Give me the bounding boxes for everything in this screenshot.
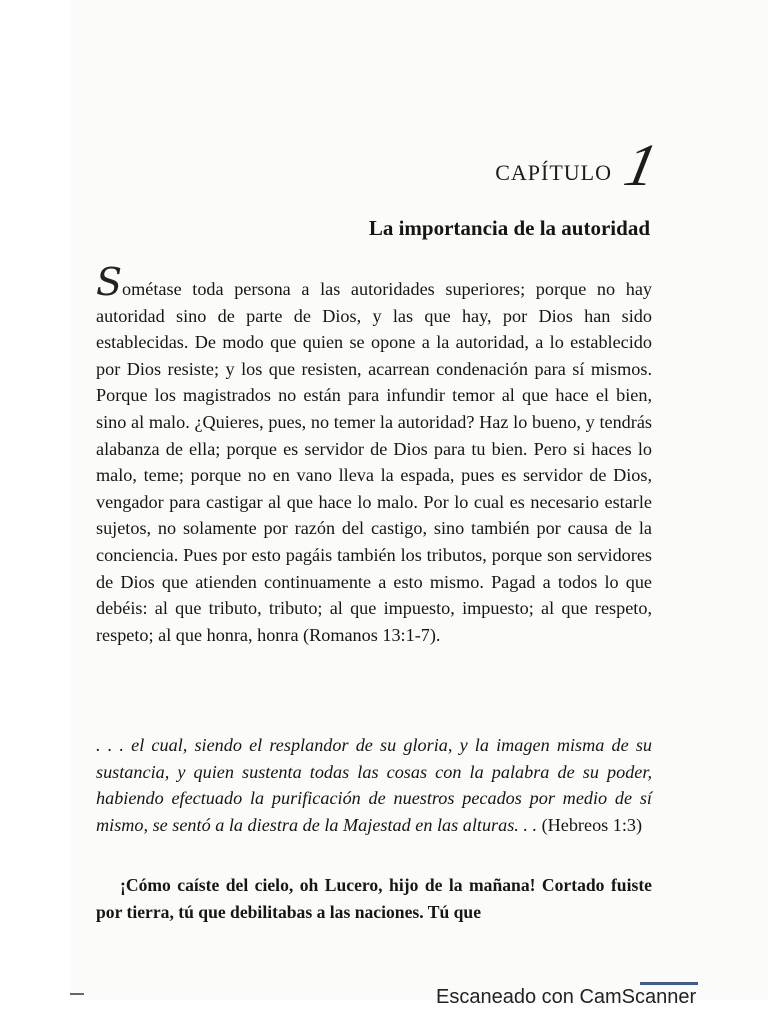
scanner-watermark: Escaneado con CamScanner (436, 986, 697, 1008)
drop-cap-letter: S (96, 260, 123, 304)
hebreos-reference: (Hebreos 1:3) (541, 814, 643, 835)
hebreos-passage (96, 732, 652, 838)
chapter-heading (495, 132, 664, 198)
chapter-number: 1 (618, 132, 664, 198)
chapter-title: La importancia de la autoridad (368, 216, 650, 240)
chapter-label: CAPÍTULO (495, 160, 612, 185)
scanner-accent-line (640, 982, 698, 985)
isaias-passage: ¡Cómo caíste del cielo, oh Lucero, hijo de la mañana! Cortado fuiste por tierra, tú que debilitabas a las naciones. Tú que (96, 875, 652, 922)
romanos-passage (96, 260, 652, 648)
scan-edge-mark (70, 993, 84, 995)
hebreos-quote: . . . el cual, siendo el resplandor de su gloria, y la imagen misma de su sustancia, y quien sustenta todas las cosas con la palabra de su poder, habiendo efectuado la purificación de nuestros pecados por medio de sí mismo, se sentó a la diestra de la Majestad en las alturas. . . (96, 735, 652, 835)
romanos-text: ométase toda persona a las autoridades superiores; porque no hay autoridad sino de parte de Dios, y las que hay, por Dios han sido establecidas. De modo que quien se opone a la autoridad, a lo establecido por Dios resiste; y los que resisten, acarrean condenación para sí mismos. Porque los magistrados no están para infundir temor al que hace el bien, sino al malo. ¿Quieres, pues, no temer la autoridad? Haz lo bueno, y tendrás alabanza de ella; porque es servidor de Dios para tu bien. Pero si haces lo malo, teme; porque no en vano lleva la espada, pues es servidor de Dios, vengador para castigar al que hace lo malo. Por lo cual es necesario estarle sujetos, no solamente por razón del castigo, sino también por causa de la conciencia. Pues por esto pagáis también los tributos, porque son servidores de Dios que atienden continuamente a esto mismo. Pagad a todos lo que debéis: al que tributo, tributo; al que impuesto, impuesto; al que respeto, respeto; al que honra, honra (Romanos 13:1-7). (96, 279, 652, 645)
